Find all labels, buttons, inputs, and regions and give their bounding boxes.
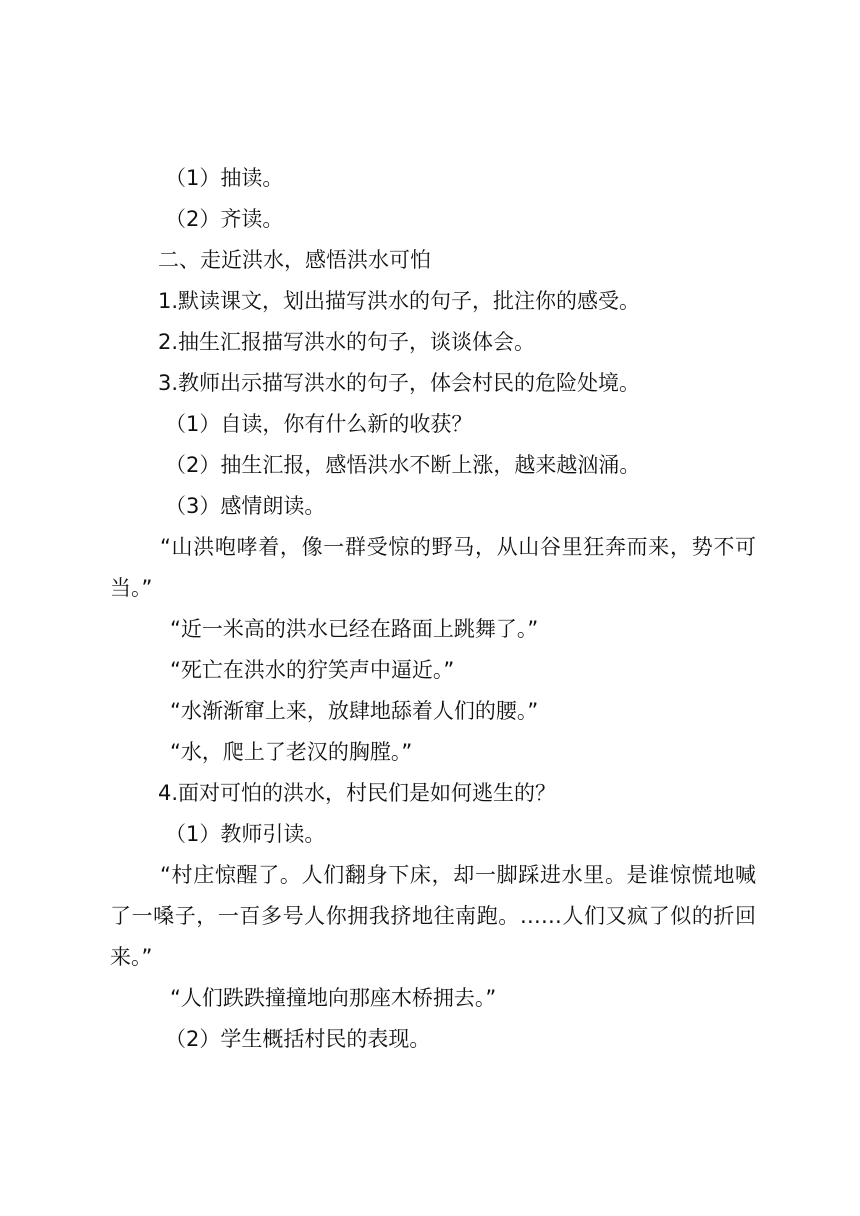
substep-self-reading: （1）自读，你有什么新的收获？	[165, 412, 473, 436]
quote-water-rising: “水渐渐窜上来，放肆地舔着人们的腰。”	[170, 699, 539, 723]
substep-student-report: （2）抽生汇报，感悟洪水不断上涨，越来越汹涌。	[165, 453, 641, 477]
quote-death-approaching: “死亡在洪水的狞笑声中逼近。”	[170, 658, 455, 682]
quote-water-dancing: “近一米高的洪水已经在路面上跳舞了。”	[170, 617, 539, 641]
step-read-together: （2）齐读。	[165, 207, 284, 231]
step-read-aloud-picked: （1）抽读。	[165, 166, 284, 190]
quote-rush-to-bridge: “人们跌跌撞撞地向那座木桥拥去。”	[170, 986, 497, 1010]
step-2-student-report: 2.抽生汇报描写洪水的句子，谈谈体会。	[158, 330, 536, 354]
quote-water-chest: “水，爬上了老汉的胸膛。”	[170, 740, 413, 764]
step-4-escape-question: 4.面对可怕的洪水，村民们是如何逃生的？	[158, 781, 557, 805]
section-heading-flood: 二、走近洪水，感悟洪水可怕	[158, 248, 431, 272]
quote-village-awakes: “村庄惊醒了。人们翻身下床，却一脚踩进水里。是谁惊慌地喊了一嗓子，一百多号人你拥我挤地往南跑。……人们又疯了似的折回来。”	[110, 863, 756, 969]
lesson-text	[110, 158, 756, 1060]
step-1-silent-reading: 1.默读课文，划出描写洪水的句子，批注你的感受。	[158, 289, 641, 313]
substep-teacher-guided-reading: （1）教师引读。	[165, 822, 326, 846]
step-3-teacher-shows: 3.教师出示描写洪水的句子，体会村民的危险处境。	[158, 371, 641, 395]
substep-summarize-villagers: （2）学生概括村民的表现。	[165, 1027, 431, 1051]
substep-emotional-reading: （3）感情朗读。	[165, 494, 326, 518]
quote-mountain-flood: “山洪咆哮着，像一群受惊的野马，从山谷里狂奔而来，势不可当。”	[110, 535, 756, 600]
